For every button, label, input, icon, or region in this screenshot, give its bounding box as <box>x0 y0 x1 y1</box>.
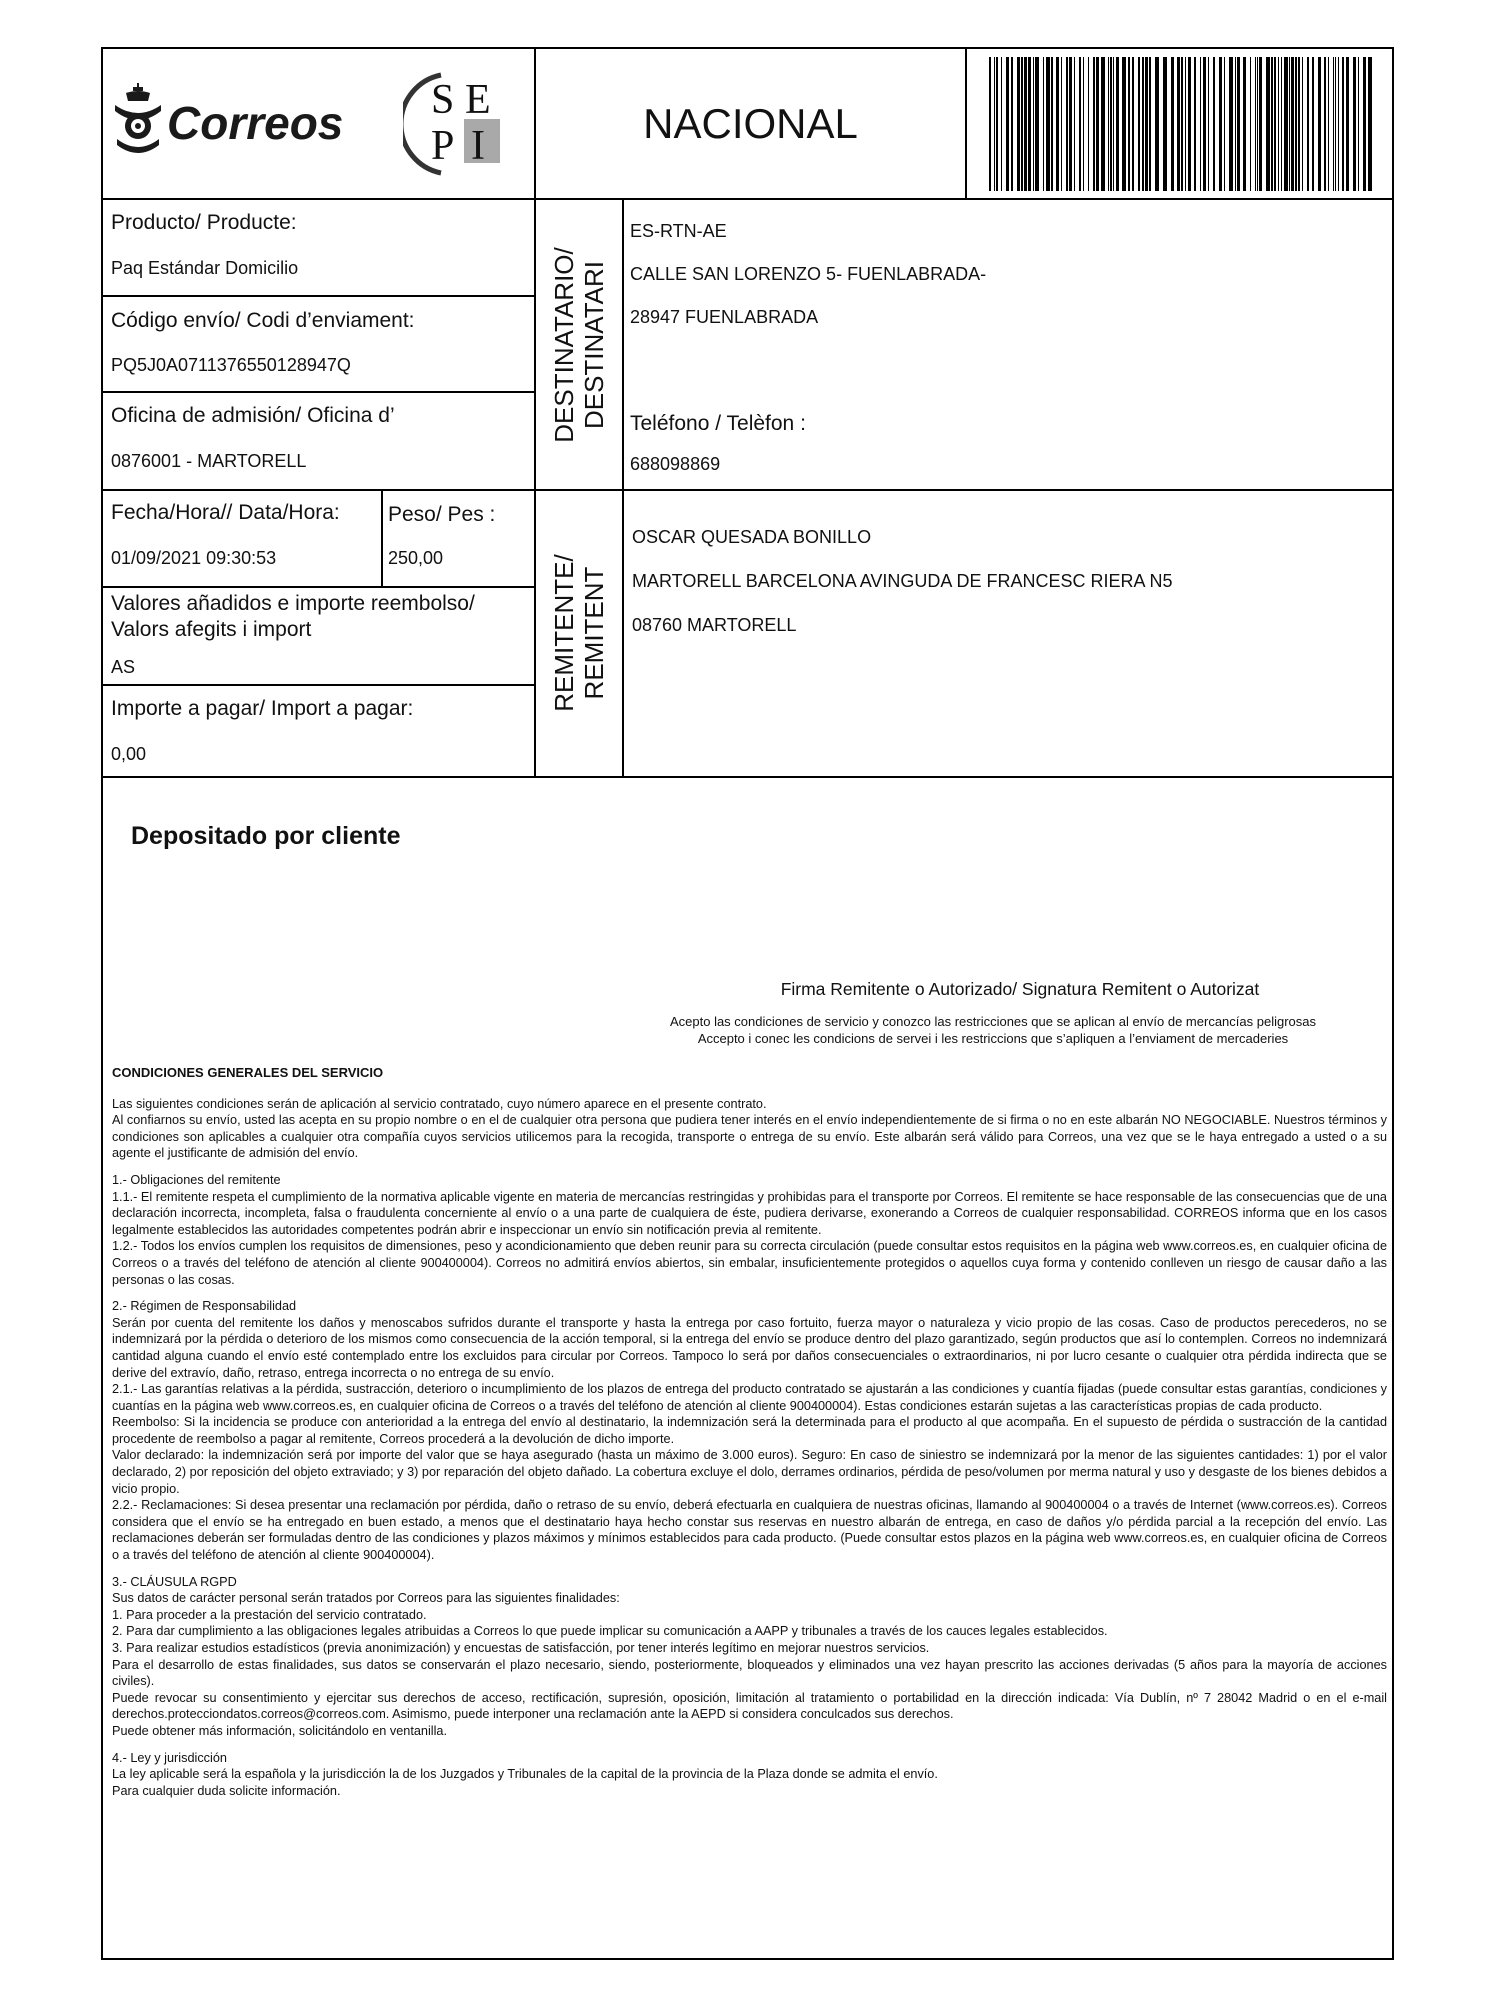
oficina-label: Oficina de admisión/ Oficina d’ <box>111 404 395 427</box>
accept-ca: Accepto i conec les condicions de servei i les restriccions que s’apliquen a l’enviament de mercaderies <box>697 1031 1289 1046</box>
divider <box>381 489 383 588</box>
conditions-section-3: 3.- CLÁUSULA RGPD Sus datos de carácter personal serán tratados por Correos para las siguientes finalidades: 1. Para proceder a la prestación del servicio contratado. 2. Para dar cumplimiento a las obligaciones legales atribuidas a Correos lo que puede implicar su comunicación a AAPP y tribunales a través de los cauces legales establecidos. 3. Para realizar estudios estadísticos (previa anonimización) y encuestas de satisfacción, por tener interés legítimo en mejorar nuestros servicios. Para el desarrollo de estas finalidades, sus datos se conservarán el plazo necesario, siendo, posteriormente, bloqueados y eliminados una vez hayan prescrito las acciones derivadas (5 años para la mayoría de acciones civiles). Puede revocar su consentimiento y ejercitar sus derechos de acceso, rectificación, supresión, oposición, limitación al tratamiento o portabilidad en la dirección indicada: Vía Dublín, nº 7 28042 Madrid o en el e-mail derechos.protecciondatos.correos@correos.com. Asimismo, puede interponer una reclamación ante la AEPD si considera conculcados sus derechos. Puede obtener más información, solicitándolo en ventanilla. <box>112 1574 1387 1738</box>
correos-horn-icon <box>113 81 413 161</box>
conditions-section-1: 1.- Obligaciones del remitente 1.1.- El remitente respeta el cumplimiento de la normativa aplicable vigente en materia de mercancías restringidas y prohibidas para el transporte por Correos. El remitente se hace responsable de las consecuencias que de una declaración incorrecta, incompleta, falsa o fraudulenta concerniente al envío o a una parte de cualquiera de éste, pudiera derivarse, exonerando a Correos de cualquier responsabilidad. CORREOS informa que en los casos legalmente establecidos las autoridades competentes podrán abrir e inspeccionar un envío sin notificación previa al remitente. 1.2.- Todos los envíos cumplen los requisitos de dimensiones, peso y acondicionamiento que deben reunir para su correcta circulación (puede consultar estos requisitos en la página web www.correos.es, en cualquier oficina de Correos o a través del teléfono de atención al cliente 900400004). Correos no admitirá envíos abiertos, sin embalar, insuficientemente protegidos o aquellos cuya forma y contenido conlleven un riesgo de causar daño a las personas o las cosas. <box>112 1172 1387 1287</box>
destinatario-phone-label: Teléfono / Telèfon : <box>630 412 806 435</box>
conditions-section-4: 4.- Ley y jurisdicción La ley aplicable será la española y la jurisdicción la de los Juzgados y Tribunales de la capital de la provincia de la Plaza donde se admita el envío. Para cualquier duda solicite información. <box>112 1750 938 1798</box>
divider <box>103 391 536 393</box>
destinatario-line-3: 28947 FUENLABRADA <box>630 307 819 327</box>
remitente-side-label: REMITENTE/ REMITENT <box>549 554 609 712</box>
producto-value: Paq Estándar Domicilio <box>111 258 299 278</box>
divider <box>103 586 536 588</box>
destinatario-line-1: ES-RTN-AE <box>630 221 727 241</box>
divider <box>103 198 1393 200</box>
svg-text:P: P <box>431 123 455 169</box>
divider <box>103 295 536 297</box>
remitente-line-2: MARTORELL BARCELONA AVINGUDA DE FRANCESC RIERA N5 <box>632 571 1173 591</box>
svg-text:I: I <box>471 123 485 169</box>
accept-es: Acepto las condiciones de servicio y conozco las restricciones que se aplican al envío de mercancías peligrosas <box>669 1014 1316 1029</box>
divider <box>965 49 967 200</box>
valores-label-1: Valores añadidos e importe reembolso/ <box>111 592 475 615</box>
remitente-line-3: 08760 MARTORELL <box>632 615 797 635</box>
divider <box>622 198 624 778</box>
sepi-emblem-icon <box>403 69 513 179</box>
destinatario-side-label: DESTINATARIO/ DESTINATARI <box>549 247 609 443</box>
codigo-label: Código envío/ Codi d’enviament: <box>111 309 415 332</box>
svg-text:S: S <box>431 77 455 123</box>
svg-text:E: E <box>465 77 491 123</box>
conditions-heading: CONDICIONES GENERALES DEL SERVICIO <box>112 1065 384 1080</box>
valores-label-2: Valors afegits i import <box>111 618 312 641</box>
oficina-value: 0876001 - MARTORELL <box>111 451 307 471</box>
deposit-title: Depositado por cliente <box>131 822 401 850</box>
conditions-section-2: 2.- Régimen de Responsabilidad Serán por cuenta del remitente los daños y menoscabos sufridos durante el transporte y hasta la entrega por caso fortuito, fuerza mayor o naturaleza y vicio propio de las cosas. Caso de productos perecederos, no se indemnizará por la pérdida o deterioro de los mismos como consecuencia de la acción temporal, si la entrega del envío se produce dentro del plazo garantizado, según productos que así lo contemplen. Correos no indemnizará cantidad alguna cuando el envío esté contemplado entre los excluidos para circular por Correos. Tampoco lo será por daños consecuenciales o extraordinarios, ni por lucro cesante o cualquier otra pérdida indirecta que se derive del extravío, daño, retraso, entrega incorrecta o no entrega de su envío. 2.1.- Las garantías relativas a la pérdida, sustracción, deterioro o incumplimiento de los plazos de entrega del producto contratado se ajustarán a las condiciones y cuantía fijadas (puede consultar estas garantías, condiciones y cuantías en la página web www.correos.es, en cualquier oficina de Correos o a través del teléfono de atención al cliente 900400004). Estas condiciones estarán sujetas a las características propias de cada producto. Reembolso: Si la incidencia se produce con anterioridad a la entrega del envío al destinatario, la indemnización será la determinada para el producto al que acompaña. En el supuesto de pérdida o sustracción de la cantidad procedente de reembolso a pagar al remitente, Correos procederá a la devolución de dicho importe. Valor declarado: la indemnización será por importe del valor que se haya asegurado (hasta un máximo de 3.000 euros). Seguro: En caso de siniestro se indemnizará por la menor de las siguientes cantidades: 1) por el valor declarado, 2) por reposición del objeto extraviado; y 3) por reparación del objeto dañado. La cobertura excluye el dolo, derrames ordinarios, pérdida de peso/volumen por merma natural y uso y desgaste de los bienes debidos a vicio propio. 2.2.- Reclamaciones: Si desea presentar una reclamación por pérdida, daño o retraso de su envío, deberá efectuarla en cualquiera de nuestras oficinas, llamando al 900400004 o a través de Internet (www.correos.es). Correos considera que el envío se ha entregado en buen estado, a menos que el destinatario haya hecho constar sus reservas en nuestro albarán de entrega, en caso de daños y/o pérdida parcial a la recepción del envío. Las reclamaciones deberán ser formuladas dentro de las condiciones y plazos máximos y mínimos establecidos para cada producto. (Puede consultar estos plazos en la página web www.correos.es, en cualquier oficina de Correos o a través del teléfono de atención al cliente 900400004). <box>112 1299 1387 1563</box>
correos-logo <box>113 81 413 161</box>
valores-value: AS <box>111 657 136 677</box>
importe-value: 0,00 <box>111 744 147 764</box>
codigo-value: PQ5J0A0711376550128947Q <box>111 355 351 375</box>
svg-text:Correos: Correos <box>167 97 344 149</box>
shipping-label <box>101 47 1394 1960</box>
divider <box>103 489 1393 491</box>
signature-label: Firma Remitente o Autorizado/ Signatura Remitent o Autorizat <box>780 979 1260 999</box>
divider <box>103 776 1393 778</box>
peso-label: Peso/ Pes : <box>388 503 496 526</box>
remitente-line-1: OSCAR QUESADA BONILLO <box>632 527 872 547</box>
fecha-label: Fecha/Hora// Data/Hora: <box>111 501 340 524</box>
importe-label: Importe a pagar/ Import a pagar: <box>111 697 414 720</box>
peso-value: 250,00 <box>388 548 444 568</box>
sepi-logo <box>403 69 513 179</box>
barcode <box>969 51 1394 197</box>
service-type: NACIONAL <box>643 99 858 147</box>
divider <box>103 684 536 686</box>
fecha-value: 01/09/2021 09:30:53 <box>111 548 277 568</box>
producto-label: Producto/ Producte: <box>111 211 297 234</box>
barcode-bars <box>969 51 1394 197</box>
conditions-text <box>112 1065 1387 1799</box>
conditions-intro: Las siguientes condiciones serán de aplicación al servicio contratado, cuyo número aparece en el presente contrato. Al confiarnos su envío, usted las acepta en su propio nombre o en el de cualquier otra persona que pudiera tener interés en el envío independientemente de si firma o no en este albarán NO NEGOCIABLE. Nuestros términos y condiciones son aplicables a cualquier otra compañía cuyos servicios utilicemos para la recogida, transporte o entrega de su envío. Este albarán será válido para Correos, una vez que se le haya entregado a usted o a su agente el justificante de admisión del envío. <box>112 1096 1387 1161</box>
destinatario-line-2: CALLE SAN LORENZO 5- FUENLABRADA- <box>630 264 987 284</box>
destinatario-phone: 688098869 <box>630 454 721 474</box>
